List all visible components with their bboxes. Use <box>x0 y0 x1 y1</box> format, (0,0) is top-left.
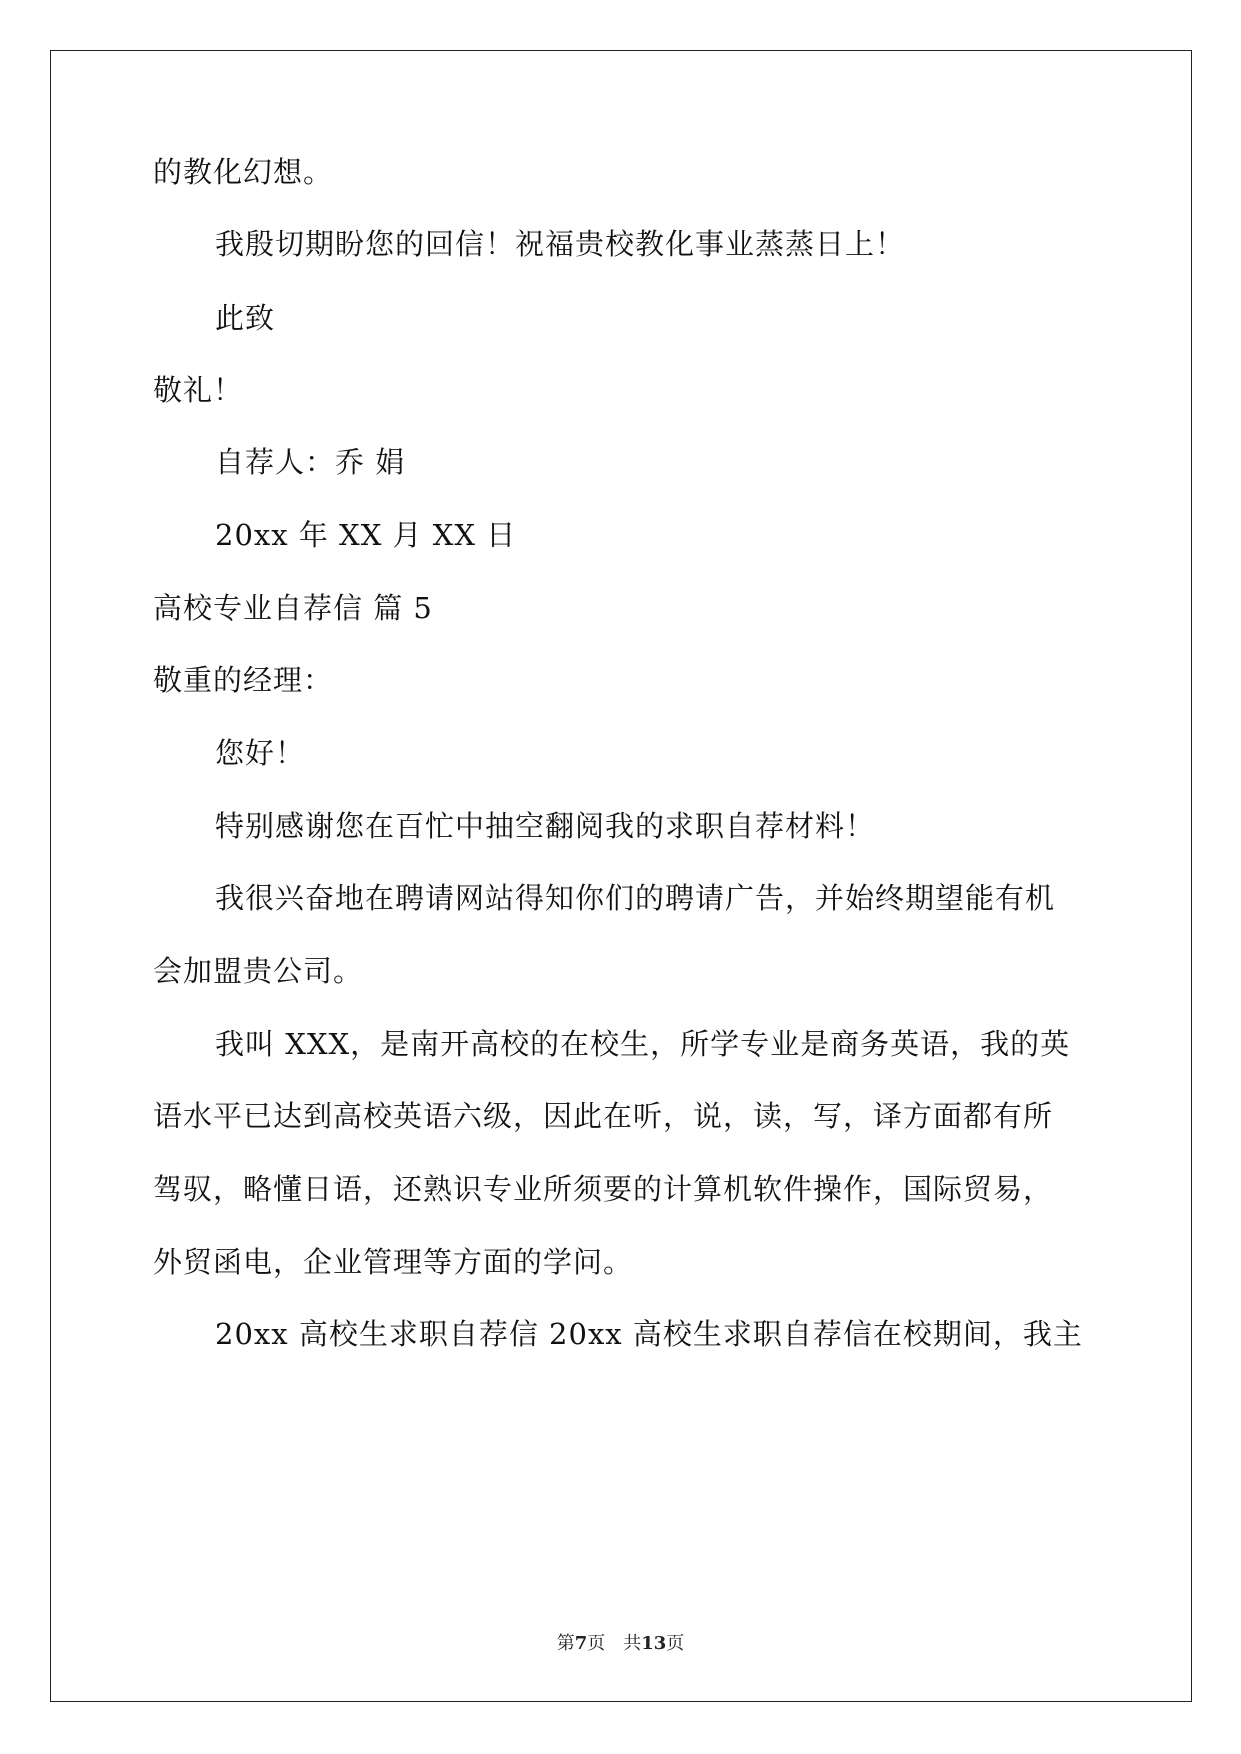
text-line-6: 20xx 年 XX 月 XX 日 <box>215 518 517 552</box>
text-line-12: 会加盟贵公司。 <box>153 954 364 988</box>
text-line-8: 敬重的经理： <box>153 663 334 697</box>
footer-mid: 页 共 <box>587 1633 642 1654</box>
footer-prefix: 第 <box>556 1633 575 1654</box>
footer-page-total: 13 <box>641 1633 667 1654</box>
section-heading: 高校专业自荐信 篇 5 <box>153 591 433 625</box>
text-line-13: 我叫 XXX，是南开高校的在校生，所学专业是商务英语，我的英 <box>215 1027 1071 1061</box>
text-line-16: 外贸函电，企业管理等方面的学问。 <box>153 1245 634 1279</box>
text-line-17: 20xx 高校生求职自荐信 20xx 高校生求职自荐信在校期间，我主 <box>215 1317 1083 1351</box>
text-line-1: 的教化幻想。 <box>153 155 334 189</box>
text-line-15: 驾驭，略懂日语，还熟识专业所须要的计算机软件操作，国际贸易， <box>153 1172 1054 1206</box>
text-line-14: 语水平已达到高校英语六级，因此在听，说，读，写，译方面都有所 <box>153 1099 1054 1133</box>
page-footer <box>0 1632 1241 1656</box>
text-line-11: 我很兴奋地在聘请网站得知你们的聘请广告，并始终期望能有机 <box>215 881 1056 915</box>
text-line-10: 特别感谢您在百忙中抽空翻阅我的求职自荐材料！ <box>215 809 876 843</box>
footer-page-current: 7 <box>574 1633 588 1654</box>
text-line-2: 我殷切期盼您的回信！祝福贵校教化事业蒸蒸日上！ <box>215 227 906 261</box>
text-line-3: 此致 <box>215 301 276 335</box>
footer-suffix: 页 <box>666 1633 685 1654</box>
text-line-9: 您好！ <box>215 736 306 770</box>
text-line-5: 自荐人：乔 娟 <box>215 445 406 479</box>
text-line-4: 敬礼！ <box>153 373 244 407</box>
